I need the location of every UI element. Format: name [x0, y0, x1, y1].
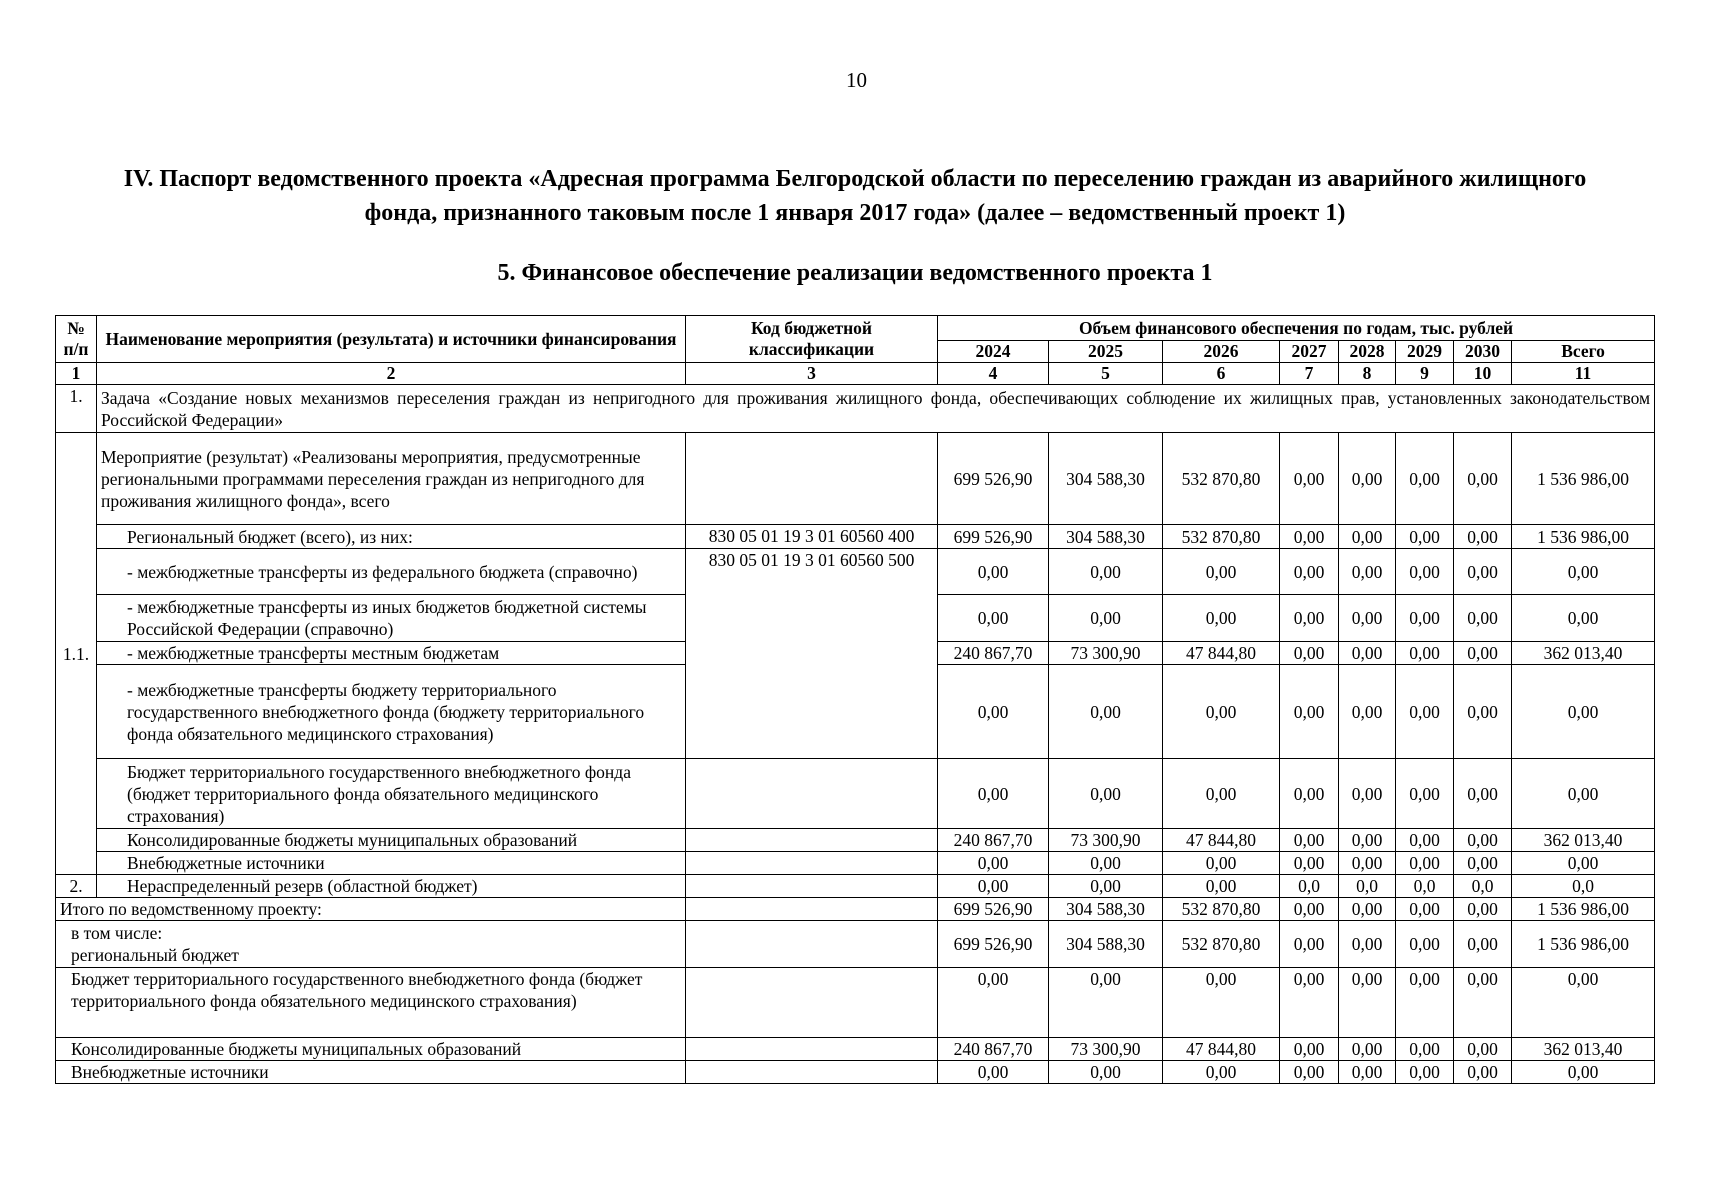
value-cell: 362 013,40 [1512, 642, 1655, 665]
section-heading: IV. Паспорт ведомственного проекта «Адресная программа Белгородской области по переселению граждан из аварийного жилищного фонда, признанного таковым после 1 января 2017 года» (далее – ведомственный проект 1) [123, 166, 1587, 226]
value-cell: 0,00 [1396, 968, 1454, 1038]
value-cell: 0,00 [1454, 968, 1512, 1038]
table-row [56, 921, 1655, 968]
item-num: 1.1. [56, 433, 97, 875]
value-cell: 0,00 [1280, 898, 1339, 921]
code-cell [686, 1061, 938, 1084]
value-cell: 0,00 [1396, 759, 1454, 829]
value-cell: 47 844,80 [1163, 642, 1280, 665]
code-cell [686, 829, 938, 852]
value-cell: 0,00 [1339, 1038, 1396, 1061]
value-cell: 0,00 [1339, 898, 1396, 921]
value-cell: 0,00 [1280, 759, 1339, 829]
value-cell: 0,00 [1512, 852, 1655, 875]
column-number: 8 [1339, 363, 1396, 385]
value-cell: 0,00 [1396, 1038, 1454, 1061]
table-row [56, 875, 1655, 898]
value-cell: 73 300,90 [1049, 642, 1163, 665]
header-year: 2026 [1163, 341, 1280, 363]
row-name: - межбюджетные трансферты из федерального бюджета (справочно) [97, 549, 686, 595]
value-cell: 0,00 [1396, 595, 1454, 642]
value-cell: 0,00 [1454, 921, 1512, 968]
value-cell: 0,00 [1339, 852, 1396, 875]
value-cell: 0,00 [1396, 898, 1454, 921]
header-year: 2025 [1049, 341, 1163, 363]
value-cell: 73 300,90 [1049, 829, 1163, 852]
value-cell: 0,00 [1280, 829, 1339, 852]
financing-table [55, 315, 1655, 1084]
value-cell: 0,00 [1280, 433, 1339, 525]
value-cell: 362 013,40 [1512, 1038, 1655, 1061]
task-num: 1. [56, 385, 97, 433]
value-cell: 0,00 [1512, 968, 1655, 1038]
value-cell: 0,00 [1339, 525, 1396, 549]
value-cell: 0,00 [1454, 665, 1512, 759]
table-row [56, 968, 1655, 1038]
table-row [56, 525, 1655, 549]
value-cell: 0,00 [1339, 642, 1396, 665]
value-cell: 699 526,90 [938, 525, 1049, 549]
value-cell: 0,00 [1163, 665, 1280, 759]
value-cell: 0,00 [1512, 665, 1655, 759]
value-cell: 304 588,30 [1049, 898, 1163, 921]
value-cell: 304 588,30 [1049, 921, 1163, 968]
value-cell: 0,00 [938, 759, 1049, 829]
value-cell: 0,00 [1512, 595, 1655, 642]
code-cell: 830 05 01 19 3 01 60560 400 [686, 525, 938, 549]
table-title: 5. Финансовое обеспечение реализации ведомственного проекта 1 [497, 260, 1213, 286]
value-cell: 0,00 [1163, 875, 1280, 898]
header-year: 2029 [1396, 341, 1454, 363]
value-cell: 0,00 [1396, 921, 1454, 968]
row-name [56, 921, 686, 968]
value-cell: 0,00 [1454, 1061, 1512, 1084]
value-cell: 0,00 [1339, 921, 1396, 968]
code-cell [686, 875, 938, 898]
row-name: Внебюджетные источники [56, 1061, 686, 1084]
value-cell: 0,0 [1512, 875, 1655, 898]
column-number: 4 [938, 363, 1049, 385]
value-cell: 1 536 986,00 [1512, 898, 1655, 921]
value-cell: 0,00 [1049, 852, 1163, 875]
column-number: 3 [686, 363, 938, 385]
value-cell: 0,00 [1454, 525, 1512, 549]
row-name: Внебюджетные источники [97, 852, 686, 875]
value-cell: 0,00 [938, 852, 1049, 875]
value-cell: 0,00 [1396, 829, 1454, 852]
value-cell: 0,00 [938, 549, 1049, 595]
value-cell: 304 588,30 [1049, 433, 1163, 525]
value-cell: 0,00 [1280, 1038, 1339, 1061]
value-cell: 0,00 [1280, 968, 1339, 1038]
value-cell: 0,00 [1454, 898, 1512, 921]
value-cell: 0,00 [1049, 875, 1163, 898]
value-cell: 0,00 [1454, 1038, 1512, 1061]
value-cell: 240 867,70 [938, 829, 1049, 852]
page-number: 10 [846, 68, 867, 92]
value-cell: 0,00 [1339, 549, 1396, 595]
value-cell: 73 300,90 [1049, 1038, 1163, 1061]
value-cell: 0,00 [1512, 1061, 1655, 1084]
value-cell: 0,00 [1339, 433, 1396, 525]
code-cell [686, 1038, 938, 1061]
value-cell: 0,00 [1454, 852, 1512, 875]
table-row [56, 829, 1655, 852]
task-text: Задача «Создание новых механизмов переселения граждан из непригодного для проживания жилищного фонда, обеспечивающих соблюдение их жилищных прав, установленных законодательством Российской Федерации» [97, 385, 1655, 433]
value-cell: 699 526,90 [938, 433, 1049, 525]
value-cell: 0,00 [1049, 968, 1163, 1038]
row-name: - межбюджетные трансферты из иных бюджетов бюджетной системы Российской Федерации (справочно) [97, 595, 686, 642]
column-number: 6 [1163, 363, 1280, 385]
value-cell: 0,00 [1454, 642, 1512, 665]
value-cell: 0,00 [938, 1061, 1049, 1084]
value-cell: 0,00 [1396, 433, 1454, 525]
table-row [56, 549, 1655, 595]
header-year: 2030 [1454, 341, 1512, 363]
task-row [56, 385, 1655, 433]
row-name-line: в том числе: [71, 923, 163, 943]
table-row [56, 759, 1655, 829]
value-cell: 0,00 [1339, 759, 1396, 829]
value-cell: 0,00 [1396, 549, 1454, 595]
value-cell: 0,00 [1396, 525, 1454, 549]
value-cell: 1 536 986,00 [1512, 921, 1655, 968]
code-cell: 830 05 01 19 3 01 60560 500 [686, 549, 938, 759]
row-name: Бюджет территориального государственного внебюджетного фонда (бюджет территориального фонда обязательного медицинского страхования) [97, 759, 686, 829]
table-row [56, 898, 1655, 921]
code-cell [686, 433, 938, 525]
value-cell: 0,0 [1396, 875, 1454, 898]
value-cell: 240 867,70 [938, 1038, 1049, 1061]
value-cell: 0,00 [1280, 852, 1339, 875]
value-cell: 0,00 [1280, 525, 1339, 549]
value-cell: 0,00 [938, 968, 1049, 1038]
header-name: Наименование мероприятия (результата) и источники финансирования [97, 316, 686, 363]
value-cell: 0,00 [1454, 759, 1512, 829]
code-cell [686, 759, 938, 829]
value-cell: 699 526,90 [938, 898, 1049, 921]
value-cell: 0,00 [1163, 1061, 1280, 1084]
header-volume: Объем финансового обеспечения по годам, тыс. рублей [938, 316, 1655, 341]
value-cell: 0,00 [1454, 433, 1512, 525]
code-cell [686, 968, 938, 1038]
value-cell: 0,00 [1280, 595, 1339, 642]
table-row [56, 1061, 1655, 1084]
value-cell: 532 870,80 [1163, 433, 1280, 525]
value-cell: 0,00 [1280, 665, 1339, 759]
value-cell: 0,00 [1512, 549, 1655, 595]
value-cell: 0,00 [1454, 829, 1512, 852]
value-cell: 532 870,80 [1163, 525, 1280, 549]
header-num: № п/п [56, 316, 97, 363]
value-cell: 0,00 [938, 875, 1049, 898]
value-cell: 0,00 [1454, 549, 1512, 595]
value-cell: 699 526,90 [938, 921, 1049, 968]
value-cell: 532 870,80 [1163, 921, 1280, 968]
header-total: Всего [1512, 341, 1655, 363]
column-number: 5 [1049, 363, 1163, 385]
value-cell: 0,00 [1163, 595, 1280, 642]
header-year: 2028 [1339, 341, 1396, 363]
column-number: 9 [1396, 363, 1454, 385]
reserve-num: 2. [56, 875, 97, 898]
value-cell: 0,00 [1339, 595, 1396, 642]
value-cell: 0,00 [1512, 759, 1655, 829]
value-cell: 0,00 [1049, 759, 1163, 829]
row-name: Консолидированные бюджеты муниципальных образований [56, 1038, 686, 1061]
value-cell: 0,00 [1163, 759, 1280, 829]
value-cell: 0,00 [1454, 595, 1512, 642]
value-cell: 0,0 [1454, 875, 1512, 898]
column-number: 11 [1512, 363, 1655, 385]
value-cell: 0,00 [1339, 968, 1396, 1038]
table-row [56, 1038, 1655, 1061]
value-cell: 0,00 [1280, 921, 1339, 968]
value-cell: 0,0 [1280, 875, 1339, 898]
value-cell: 0,00 [1396, 852, 1454, 875]
value-cell: 532 870,80 [1163, 898, 1280, 921]
row-name: Мероприятие (результат) «Реализованы мероприятия, предусмотренные региональными программами переселения граждан из непригодного для проживания жилищного фонда», всего [97, 433, 686, 525]
row-name-line: региональный бюджет [71, 945, 239, 965]
code-cell [686, 852, 938, 875]
value-cell: 0,00 [1163, 549, 1280, 595]
value-cell: 0,00 [1396, 665, 1454, 759]
value-cell: 0,00 [1163, 852, 1280, 875]
value-cell: 0,00 [1280, 1061, 1339, 1084]
column-number: 1 [56, 363, 97, 385]
table-row [56, 433, 1655, 525]
header-year: 2024 [938, 341, 1049, 363]
value-cell: 0,00 [1049, 595, 1163, 642]
value-cell: 47 844,80 [1163, 1038, 1280, 1061]
value-cell: 0,00 [1396, 1061, 1454, 1084]
row-name: Итого по ведомственному проекту: [56, 898, 686, 921]
value-cell: 0,00 [1163, 968, 1280, 1038]
code-cell [686, 898, 938, 921]
row-name: - межбюджетные трансферты бюджету территориального государственного внебюджетного фонда (бюджету территориального фонда обязательного медицинского страхования) [97, 665, 686, 759]
value-cell: 0,00 [1339, 1061, 1396, 1084]
value-cell: 0,00 [1049, 549, 1163, 595]
value-cell: 240 867,70 [938, 642, 1049, 665]
value-cell: 0,00 [1280, 642, 1339, 665]
value-cell: 362 013,40 [1512, 829, 1655, 852]
table-row [56, 852, 1655, 875]
value-cell: 0,00 [1049, 665, 1163, 759]
row-name: Нераспределенный резерв (областной бюджет) [97, 875, 686, 898]
column-number: 10 [1454, 363, 1512, 385]
row-name: - межбюджетные трансферты местным бюджетам [97, 642, 686, 665]
value-cell: 1 536 986,00 [1512, 433, 1655, 525]
code-cell [686, 921, 938, 968]
value-cell: 0,00 [938, 595, 1049, 642]
column-number: 7 [1280, 363, 1339, 385]
value-cell: 0,00 [1049, 1061, 1163, 1084]
value-cell: 47 844,80 [1163, 829, 1280, 852]
value-cell: 0,00 [1339, 829, 1396, 852]
row-name: Региональный бюджет (всего), из них: [97, 525, 686, 549]
value-cell: 0,00 [1280, 549, 1339, 595]
value-cell: 304 588,30 [1049, 525, 1163, 549]
column-number: 2 [97, 363, 686, 385]
value-cell: 0,00 [938, 665, 1049, 759]
header-code: Код бюджетной классификации [686, 316, 938, 363]
header-year: 2027 [1280, 341, 1339, 363]
row-name: Бюджет территориального государственного внебюджетного фонда (бюджет территориального фонда обязательного медицинского страхования) [56, 968, 686, 1038]
value-cell: 0,00 [1396, 642, 1454, 665]
value-cell: 1 536 986,00 [1512, 525, 1655, 549]
row-name: Консолидированные бюджеты муниципальных образований [97, 829, 686, 852]
value-cell: 0,0 [1339, 875, 1396, 898]
value-cell: 0,00 [1339, 665, 1396, 759]
